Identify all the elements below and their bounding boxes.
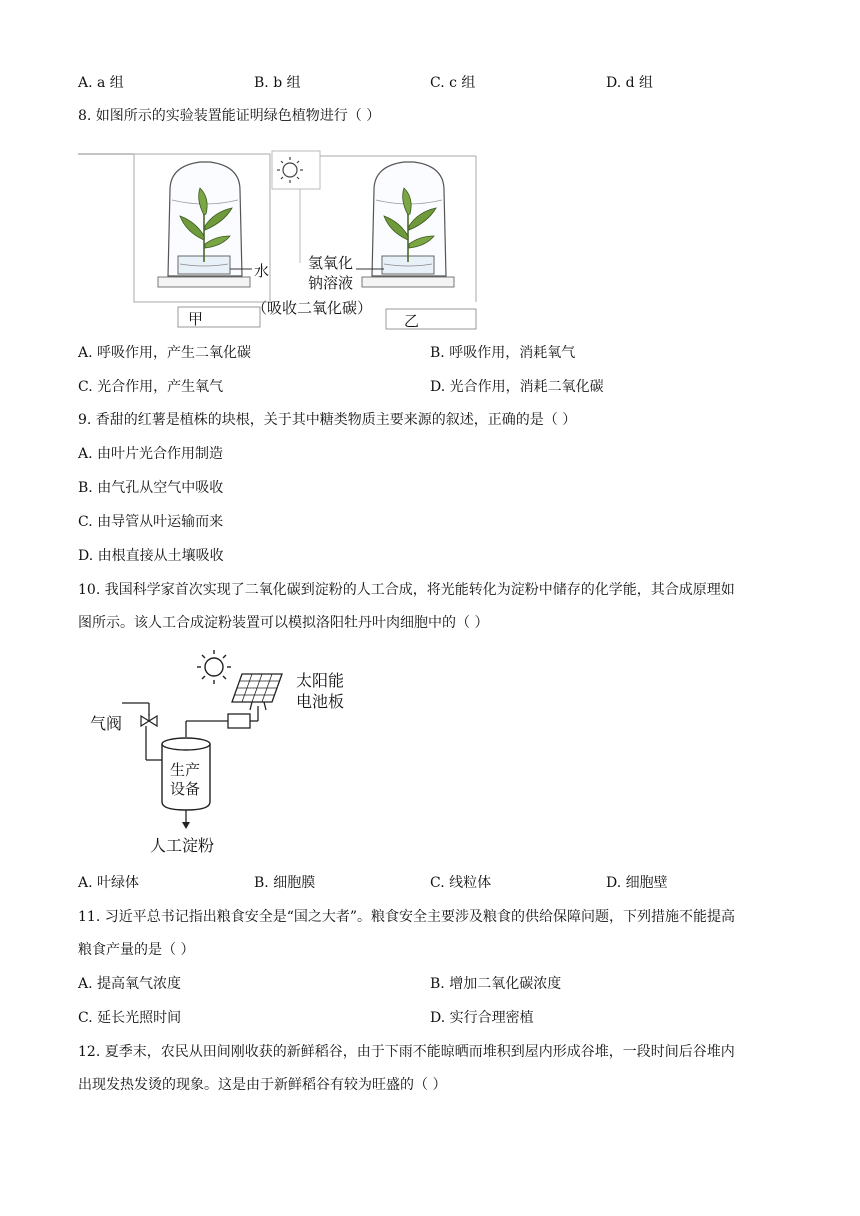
solar-panel-icon	[232, 674, 282, 710]
q12-stem-line2: 出现发热发烫的现象。这是由于新鲜稻谷有较为旺盛的（ ）	[78, 1077, 447, 1093]
q9-option-b: B. 由气孔从空气中吸收	[78, 480, 224, 496]
q10-stem-line1: 10. 我国科学家首次实现了二氧化碳到淀粉的人工合成，将光能转化为淀粉中储存的化学能，其合成原理如	[78, 582, 735, 598]
q10-option-d: D. 细胞壁	[606, 875, 668, 891]
q10-stem-line2: 图所示。该人工合成淀粉装置可以模拟洛阳牡丹叶肉细胞中的（ ）	[78, 615, 489, 631]
q11-option-b: B. 增加二氧化碳浓度	[430, 976, 562, 992]
q11-option-a: A. 提高氧气浓度	[78, 976, 182, 992]
device-label-line1: 生产	[170, 761, 201, 779]
solar-panel-label-line1: 太阳能	[296, 671, 345, 690]
q7-option-b: B. b 组	[254, 75, 301, 91]
q7-option-a: A. a 组	[78, 75, 124, 91]
q11-option-d: D. 实行合理密植	[430, 1010, 534, 1026]
naoh-label-line1: 氢氧化	[308, 254, 354, 272]
q9-option-c: C. 由导管从叶运输而来	[78, 514, 224, 530]
sun-icon	[197, 650, 231, 684]
jar-b-label: 乙	[404, 312, 420, 330]
q10-option-a: A. 叶绿体	[78, 875, 140, 891]
q11-stem-line1: 11. 习近平总书记指出粮食安全是“国之大者”。粮食安全主要涉及粮食的供给保障问题，下列措施不能提高	[78, 909, 736, 925]
jar-a-label: 甲	[188, 310, 204, 328]
q11-option-c: C. 延长光照时间	[78, 1010, 182, 1026]
artificial-starch-label: 人工淀粉	[150, 836, 215, 855]
naoh-label-line2: 钠溶液	[308, 274, 354, 292]
q10-option-c: C. 线粒体	[430, 875, 492, 891]
q8-option-a: A. 呼吸作用，产生二氧化碳	[78, 345, 252, 361]
naoh-note: （吸收二氧化碳）	[252, 299, 373, 317]
q11-stem-line2: 粮食产量的是（ ）	[78, 942, 195, 958]
q9-option-a: A. 由叶片光合作用制造	[78, 446, 224, 462]
q9-stem: 9. 香甜的红薯是植株的块根，关于其中糖类物质主要来源的叙述，正确的是（ ）	[78, 412, 577, 428]
q8-option-d: D. 光合作用，消耗二氧化碳	[430, 379, 604, 395]
q8-stem: 8. 如图所示的实验装置能证明绿色植物进行（ ）	[78, 108, 381, 124]
q7-option-c: C. c 组	[430, 75, 476, 91]
q9-option-d: D. 由根直接从土壤吸收	[78, 548, 224, 564]
q10-option-b: B. 细胞膜	[254, 875, 316, 891]
gas-valve-label: 气阀	[90, 714, 123, 733]
solar-panel-label-line2: 电池板	[296, 692, 345, 711]
device-label-line2: 设备	[170, 780, 201, 798]
water-label: 水	[254, 262, 270, 280]
q8-option-b: B. 呼吸作用，消耗氧气	[430, 345, 576, 361]
q8-option-c: C. 光合作用，产生氧气	[78, 379, 224, 395]
q12-stem-line1: 12. 夏季末，农民从田间刚收获的新鲜稻谷，由于下雨不能晾晒而堆积到屋内形成谷堆，一段时间后谷堆内	[78, 1044, 735, 1060]
q7-option-d: D. d 组	[606, 75, 654, 91]
